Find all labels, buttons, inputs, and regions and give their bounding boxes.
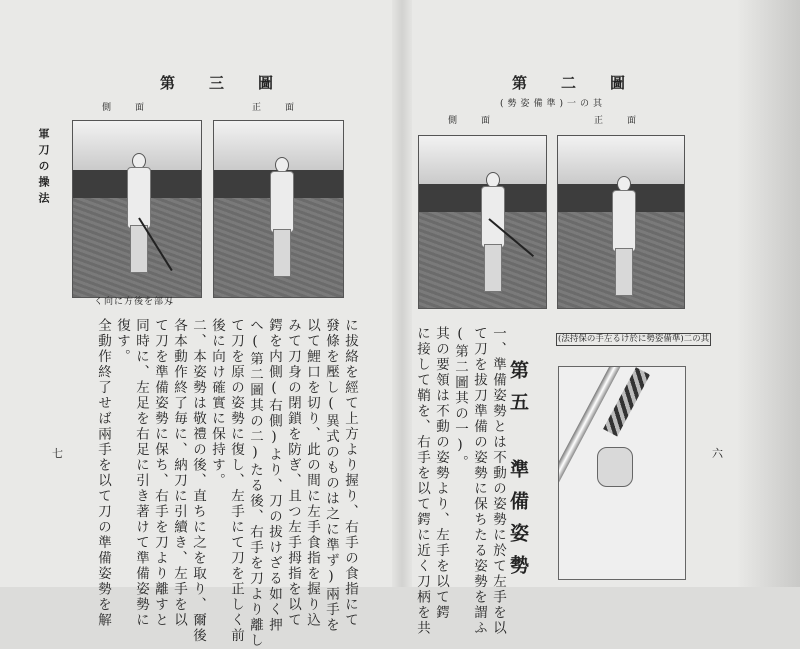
text-column: に接して鞘を、右手を以て鍔に近く刀柄を共 (414, 326, 430, 636)
right-page-number: 六 (712, 447, 723, 460)
text-column: へ(第二圖其の二)たる後、右手を刀より離し (247, 318, 263, 649)
text-column: て刀を拔刀準備の姿勢に保ちたる姿勢を謂ふ (471, 326, 487, 636)
page-edge-shadow (738, 0, 800, 587)
left-photo-front-label: 正面 (252, 103, 319, 113)
photo-front-view-ready-stance (557, 135, 685, 309)
photo-side-view-ready-stance (418, 135, 547, 309)
text-column: て刀を原の姿勢に復し、左手にて刀を正しく前 (228, 318, 244, 644)
text-column: 鍔を内側(右側)より、刀の拔けざる如く押 (266, 318, 282, 633)
text-column: 後に向け確實に保持す。 (209, 318, 225, 489)
right-figure-subtitle: 其の一(準備姿勢) (500, 99, 607, 109)
text-column: 以て鯉口を切り、此の間に左手食指を握り込 (304, 318, 320, 628)
text-column: (第二圖其の一)。 (452, 326, 468, 471)
text-column: 全動作終了せば兩手を以て刀の準備姿勢を解 (95, 318, 111, 628)
photo-front-view-blade-back (213, 120, 344, 298)
text-column: 各本動作終了毎に、納刀に引續き、左手を以 (171, 318, 187, 628)
section-heading: 第五 準備姿勢 (507, 360, 529, 587)
text-column: 發條を壓し(異式のものは之に準ず)兩手を (323, 318, 339, 633)
text-column: 復す。 (114, 318, 130, 365)
left-body-text (86, 318, 358, 649)
right-photo-front-label: 正面 (594, 116, 661, 126)
hand-photo-caption-box: 其の二(準備姿勢に於ける左手の保持法) (558, 334, 710, 344)
right-figure-title: 第二圖 (512, 74, 660, 92)
left-figure-title: 第三圖 (160, 74, 308, 92)
text-column: て刀を準備姿勢に保ち、右手を刀より離すと (152, 318, 168, 628)
text-column: みて刀身の閉鎖を防ぎ、且つ左手拇指を以て (285, 318, 301, 628)
right-body-text (404, 326, 506, 636)
text-column: 二、本姿勢は敬禮の後、直ちに之を取り、爾後 (190, 318, 206, 644)
photo-hand-holding-sword (558, 366, 686, 580)
margin-running-title: 軍刀の操法 (37, 128, 50, 208)
left-photo-caption: 刄部を後方に向く (94, 297, 175, 307)
text-column: 同時に、左足を右足に引き著けて準備姿勢に (133, 318, 149, 628)
left-page-number: 七 (52, 447, 63, 460)
photo-side-view-blade-back (72, 120, 202, 298)
text-column: 一、準備姿勢とは不動の姿勢に於て左手を以 (490, 326, 506, 636)
text-column: 其の要領は不動の姿勢より、左手を以て鍔 (433, 326, 449, 621)
left-photo-side-label: 側面 (102, 103, 169, 113)
right-photo-side-label: 側面 (448, 116, 515, 126)
text-column: に拔絡を經て上方より握り、右手の食指にて (342, 318, 358, 628)
